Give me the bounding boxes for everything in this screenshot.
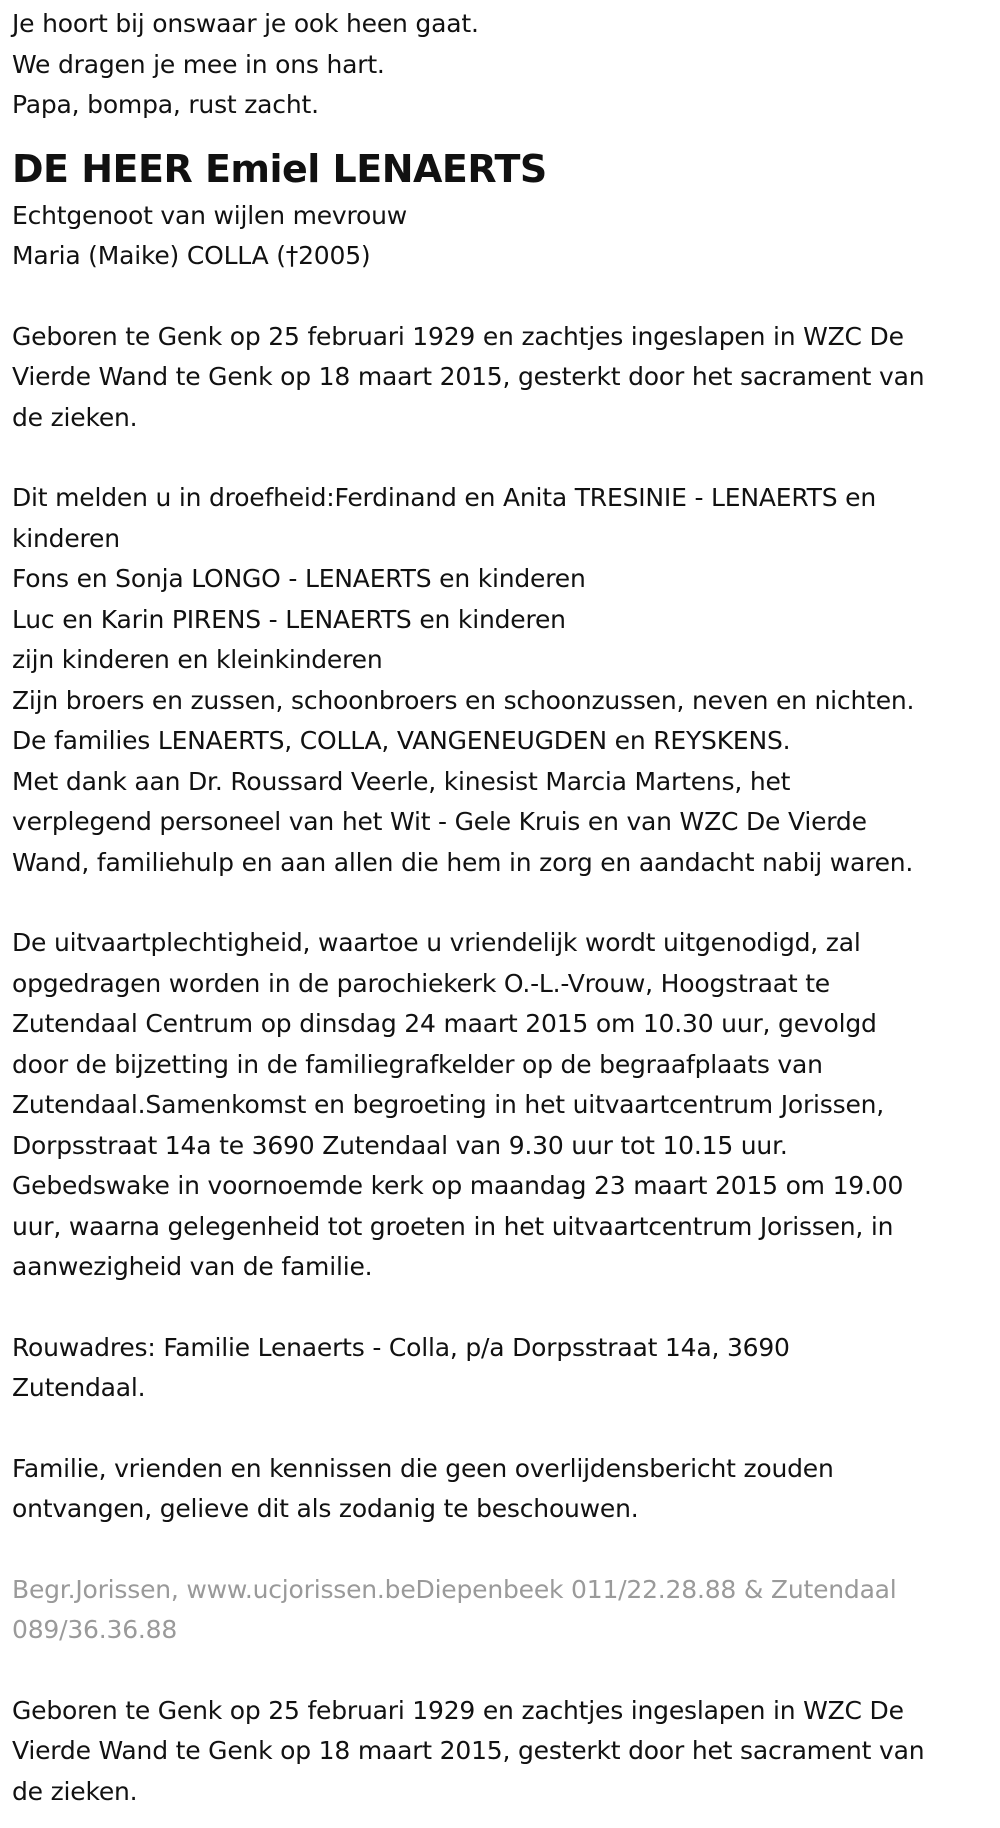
paragraph-line: aanwezigheid van de familie. (12, 1252, 373, 1281)
paragraph-line: De uitvaartplechtigheid, waartoe u vriendelijk wordt uitgenodigd, zal (12, 928, 861, 957)
paragraph-line: kinderen (12, 523, 120, 553)
ceremony-paragraph (12, 923, 988, 1288)
spouse-info (12, 196, 988, 277)
paragraph-line: Zutendaal.Samenkomst en begroeting in het uitvaartcentrum Jorissen, (12, 1090, 885, 1119)
paragraph-line: Geboren te Genk op 25 februari 1929 en zachtjes ingeslapen in WZC De (12, 1695, 904, 1725)
paragraph-line: Familie, vrienden en kennissen die geen overlijdensbericht zouden (12, 1453, 834, 1483)
birth-death-paragraph (12, 317, 988, 439)
paragraph-line: Zutendaal. (12, 1373, 146, 1402)
mourning-address (12, 1328, 988, 1409)
paragraph-line: Dit melden u in droefheid:Ferdinand en Anita TRESINIE - LENAERTS en (12, 483, 876, 512)
paragraph-line: zijn kinderen en kleinkinderen (12, 645, 383, 674)
paragraph-line: Vierde Wand te Genk op 18 maart 2015, gesterkt door het sacrament van (12, 1736, 925, 1765)
poem (12, 4, 988, 126)
paragraph-line: Geboren te Genk op 25 februari 1929 en zachtjes ingeslapen in WZC De (12, 321, 904, 351)
notice-paragraph (12, 1449, 988, 1530)
paragraph-line: verplegend personeel van het Wit - Gele Kruis en van WZC De Vierde (12, 807, 867, 836)
funeral-home-line: Begr.Jorissen, www.ucjorissen.beDiepenbeek 011/22.28.88 & Zutendaal (12, 1574, 897, 1604)
paragraph-line: ontvangen, gelieve dit als zodanig te beschouwen. (12, 1494, 639, 1523)
paragraph-line: Luc en Karin PIRENS - LENAERTS en kinderen (12, 604, 566, 634)
spouse-line: Maria (Maike) COLLA (†2005) (12, 241, 371, 270)
funeral-home-info (12, 1570, 988, 1651)
obituary-page (0, 4, 1000, 1812)
paragraph-line: De families LENAERTS, COLLA, VANGENEUGDEN en REYSKENS. (12, 726, 791, 755)
paragraph-line: Met dank aan Dr. Roussard Veerle, kinesist Marcia Martens, het (12, 766, 791, 796)
paragraph-line: de zieken. (12, 1776, 138, 1806)
poem-line: Papa, bompa, rust zacht. (12, 90, 319, 119)
paragraph-line: Wand, familiehulp en aan allen die hem in zorg en aandacht nabij waren. (12, 847, 914, 877)
paragraph-line: Zijn broers en zussen, schoonbroers en schoonzussen, neven en nichten. (12, 685, 915, 715)
paragraph-line: Dorpsstraat 14a te 3690 Zutendaal van 9.30 uur tot 10.15 uur. (12, 1130, 788, 1160)
paragraph-line: Zutendaal Centrum op dinsdag 24 maart 2015 om 10.30 uur, gevolgd (12, 1009, 877, 1038)
birth-death-paragraph-repeat (12, 1691, 988, 1813)
paragraph-line: opgedragen worden in de parochiekerk O.-L.-Vrouw, Hoogstraat te (12, 968, 830, 998)
paragraph-line: uur, waarna gelegenheid tot groeten in het uitvaartcentrum Jorissen, in (12, 1211, 894, 1241)
poem-line: We dragen je mee in ons hart. (12, 49, 385, 79)
paragraph-line: Fons en Sonja LONGO - LENAERTS en kinderen (12, 564, 586, 593)
paragraph-line: Gebedswake in voornoemde kerk op maandag 23 maart 2015 om 19.00 (12, 1171, 904, 1200)
paragraph-line: de zieken. (12, 402, 138, 432)
paragraph-line: Vierde Wand te Genk op 18 maart 2015, gesterkt door het sacrament van (12, 362, 925, 391)
paragraph-line: door de bijzetting in de familiegrafkelder op de begraafplaats van (12, 1049, 823, 1079)
announcement-paragraph (12, 478, 988, 883)
spouse-line: Echtgenoot van wijlen mevrouw (12, 200, 408, 230)
deceased-name: DE HEER Emiel LENAERTS (12, 146, 547, 191)
funeral-home-line: 089/36.36.88 (12, 1615, 178, 1644)
poem-line: Je hoort bij onswaar je ook heen gaat. (12, 9, 479, 38)
paragraph-line: Rouwadres: Familie Lenaerts - Colla, p/a Dorpsstraat 14a, 3690 (12, 1332, 790, 1362)
